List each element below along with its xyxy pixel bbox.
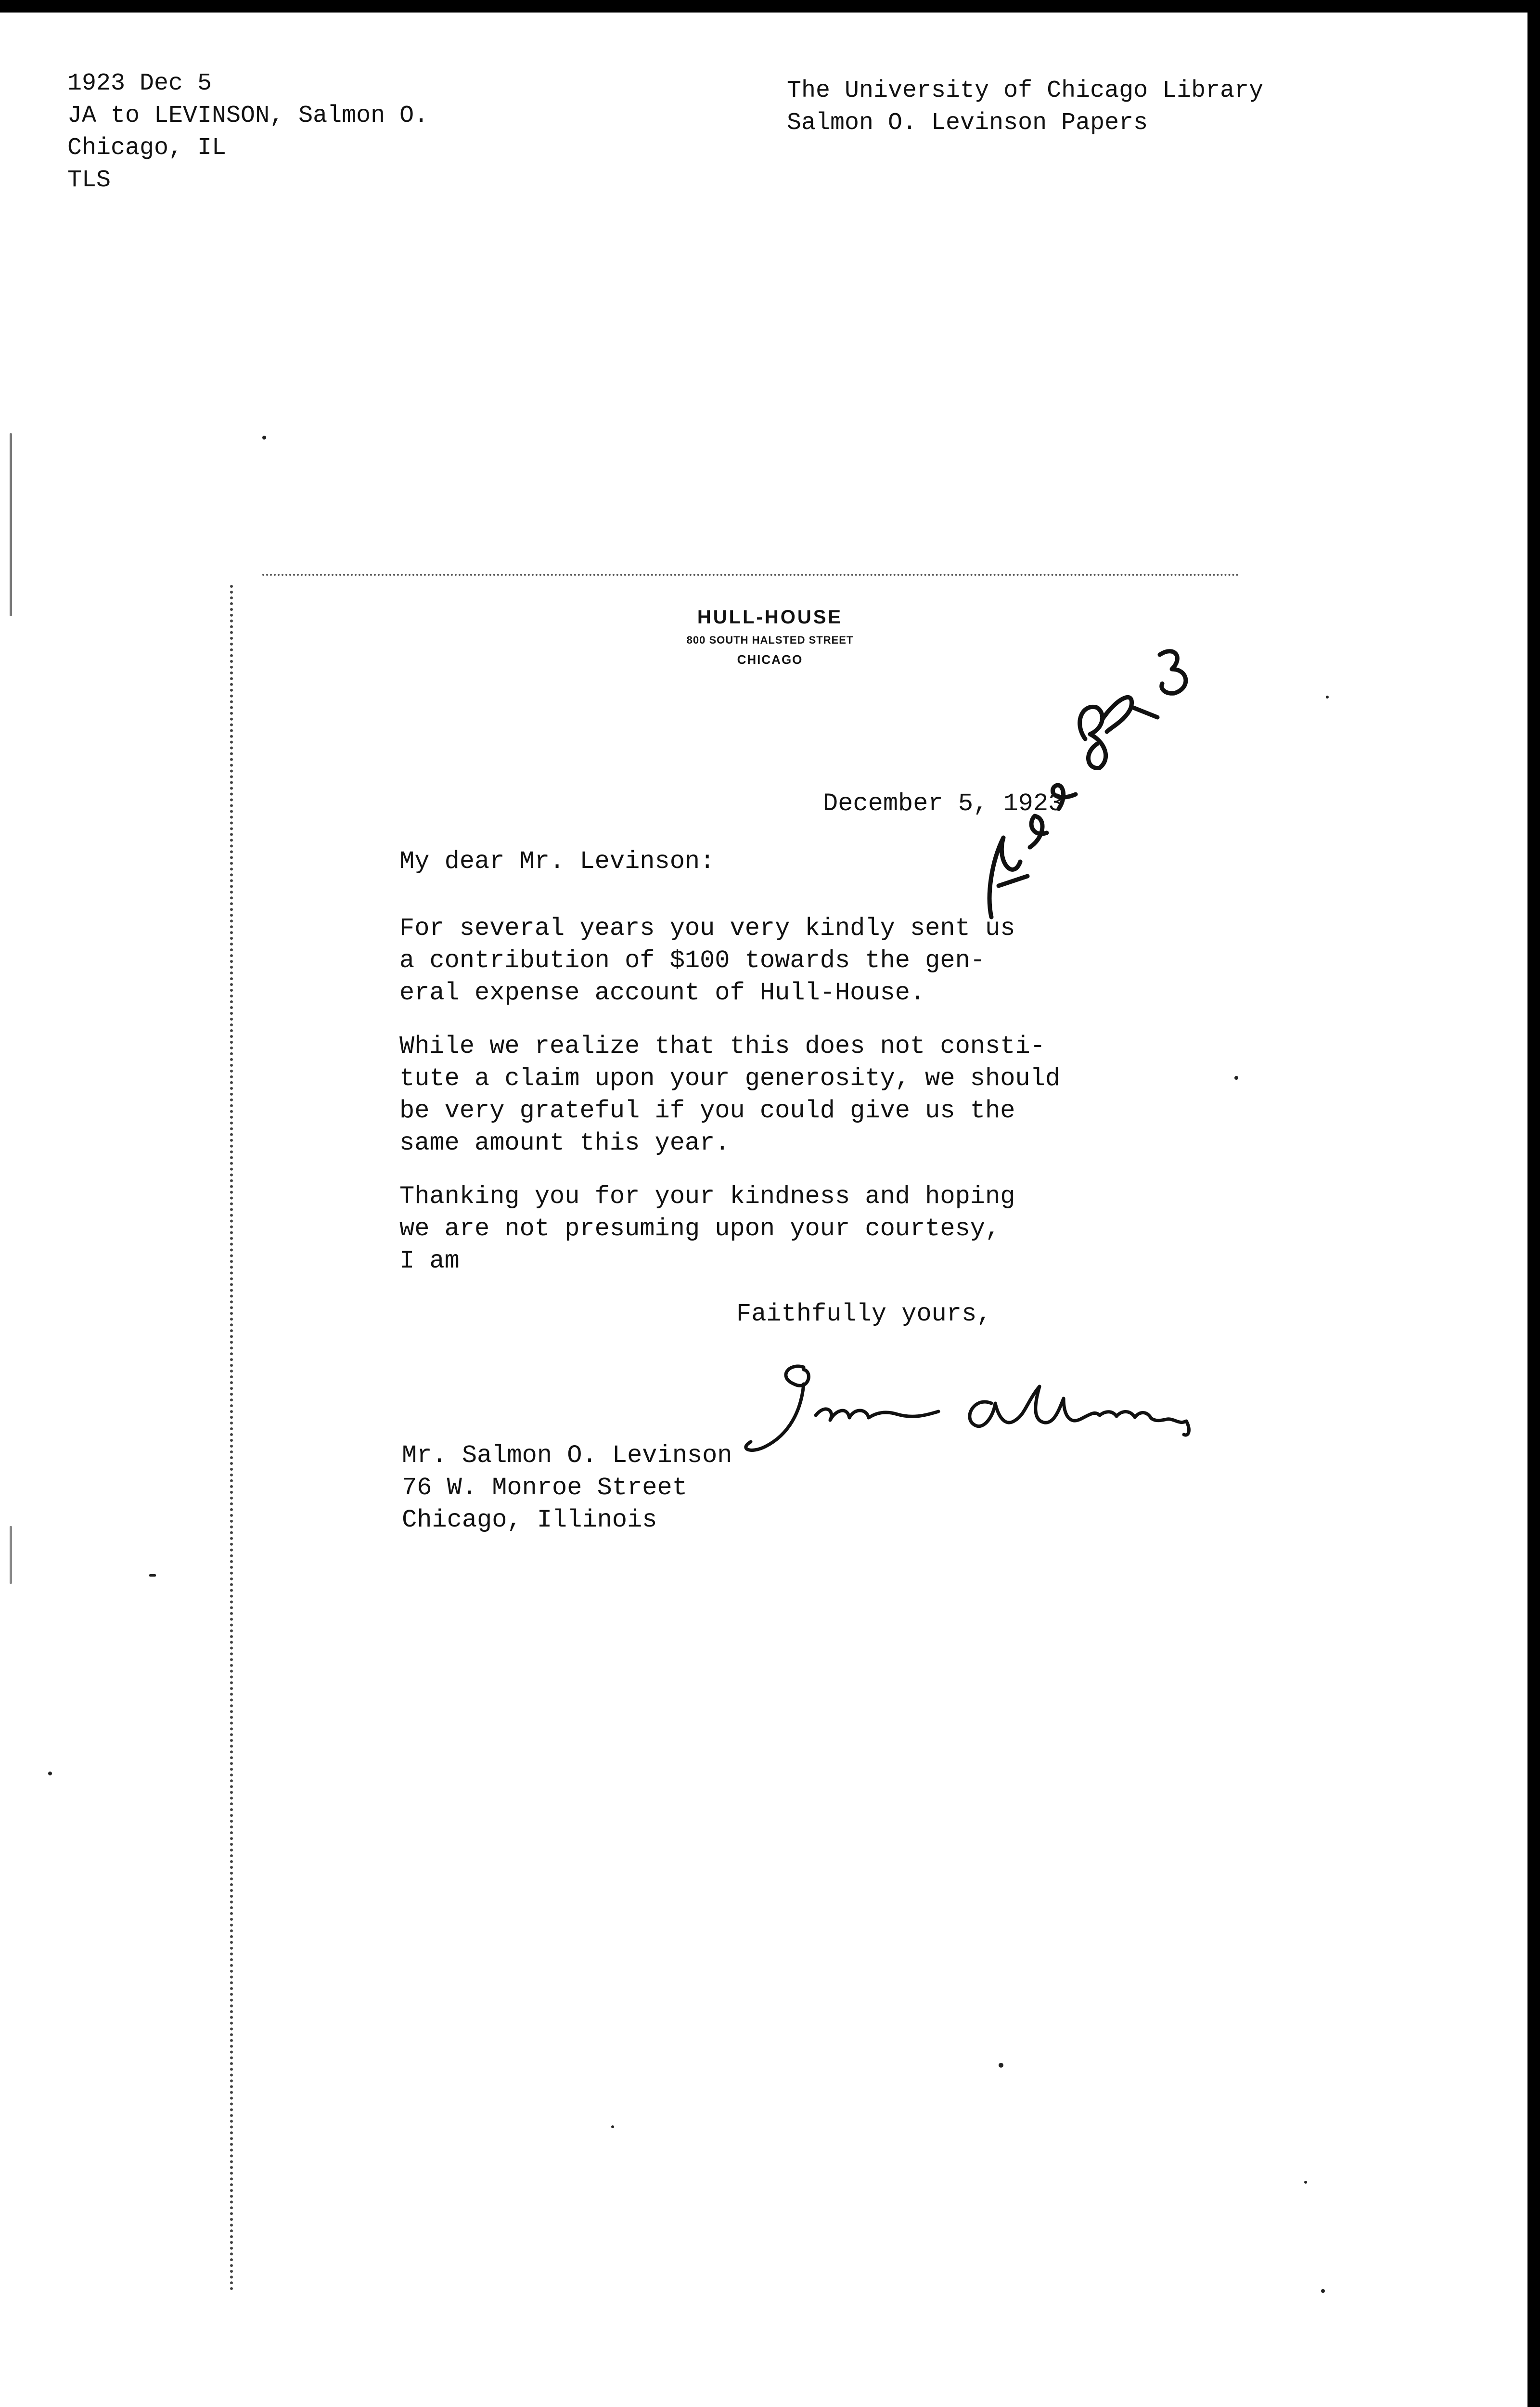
letter-sheet-top-edge — [262, 574, 1239, 576]
paragraph-line: For several years you very kindly sent us — [399, 914, 1015, 943]
archive-place: Chicago, IL — [67, 134, 227, 162]
recipient-street: 76 W. Monroe Street — [402, 1474, 687, 1502]
archive-library: The University of Chicago Library — [787, 77, 1264, 104]
letter-date: December 5, 1923 — [823, 789, 1064, 818]
paragraph-line: tute a claim upon your generosity, we should — [399, 1064, 1061, 1093]
scan-speck — [1321, 2289, 1325, 2293]
letter-paragraph-2 — [399, 1030, 1060, 1159]
scan-speck — [611, 2125, 614, 2128]
letterhead-city: CHICAGO — [737, 652, 803, 667]
paragraph-line: a contribution of $100 towards the gen- — [399, 946, 985, 975]
scan-speck — [149, 1574, 156, 1577]
paragraph-line: we are not presuming upon your courtesy, — [399, 1215, 1001, 1243]
paragraph-line: I am — [399, 1247, 460, 1275]
paragraph-line: eral expense account of Hull-House. — [399, 979, 925, 1007]
archive-doc-type: TLS — [67, 167, 111, 194]
letterhead-name: HULL-HOUSE — [697, 607, 843, 628]
scan-speck — [1326, 696, 1329, 699]
letter-salutation: My dear Mr. Levinson: — [399, 847, 715, 876]
letter-paragraph-3 — [399, 1180, 1015, 1277]
scan-edge-mark — [10, 1526, 12, 1584]
archive-collection-info — [787, 75, 1263, 139]
scan-edge-mark — [10, 433, 12, 616]
paragraph-line: be very grateful if you could give us the — [399, 1097, 1015, 1125]
letter-sheet-left-edge — [230, 585, 233, 2291]
recipient-name: Mr. Salmon O. Levinson — [402, 1441, 732, 1470]
letterhead-street: 800 SOUTH HALSTED STREET — [686, 634, 854, 646]
paragraph-line: While we realize that this does not consti- — [399, 1032, 1045, 1061]
scan-speck — [1304, 2181, 1307, 2184]
scan-frame-right — [1527, 0, 1540, 2407]
scan-frame-top — [0, 0, 1540, 13]
handwritten-annotation-image — [914, 635, 1227, 934]
archive-collection: Salmon O. Levinson Papers — [787, 109, 1148, 137]
scan-speck — [48, 1772, 52, 1775]
signature-image — [732, 1358, 1242, 1463]
archive-catalog-info — [67, 67, 428, 196]
paragraph-line: Thanking you for your kindness and hoping — [399, 1182, 1015, 1211]
recipient-city: Chicago, Illinois — [402, 1506, 657, 1534]
scan-speck — [999, 2063, 1003, 2068]
scan-speck — [262, 436, 266, 440]
archive-date: 1923 Dec 5 — [67, 70, 212, 97]
letterhead — [640, 604, 900, 669]
paragraph-line: same amount this year. — [399, 1129, 730, 1157]
scan-speck — [1234, 1076, 1238, 1080]
archive-correspondents: JA to LEVINSON, Salmon O. — [67, 102, 429, 129]
recipient-address — [402, 1439, 732, 1536]
letter-closing: Faithfully yours, — [736, 1300, 992, 1328]
